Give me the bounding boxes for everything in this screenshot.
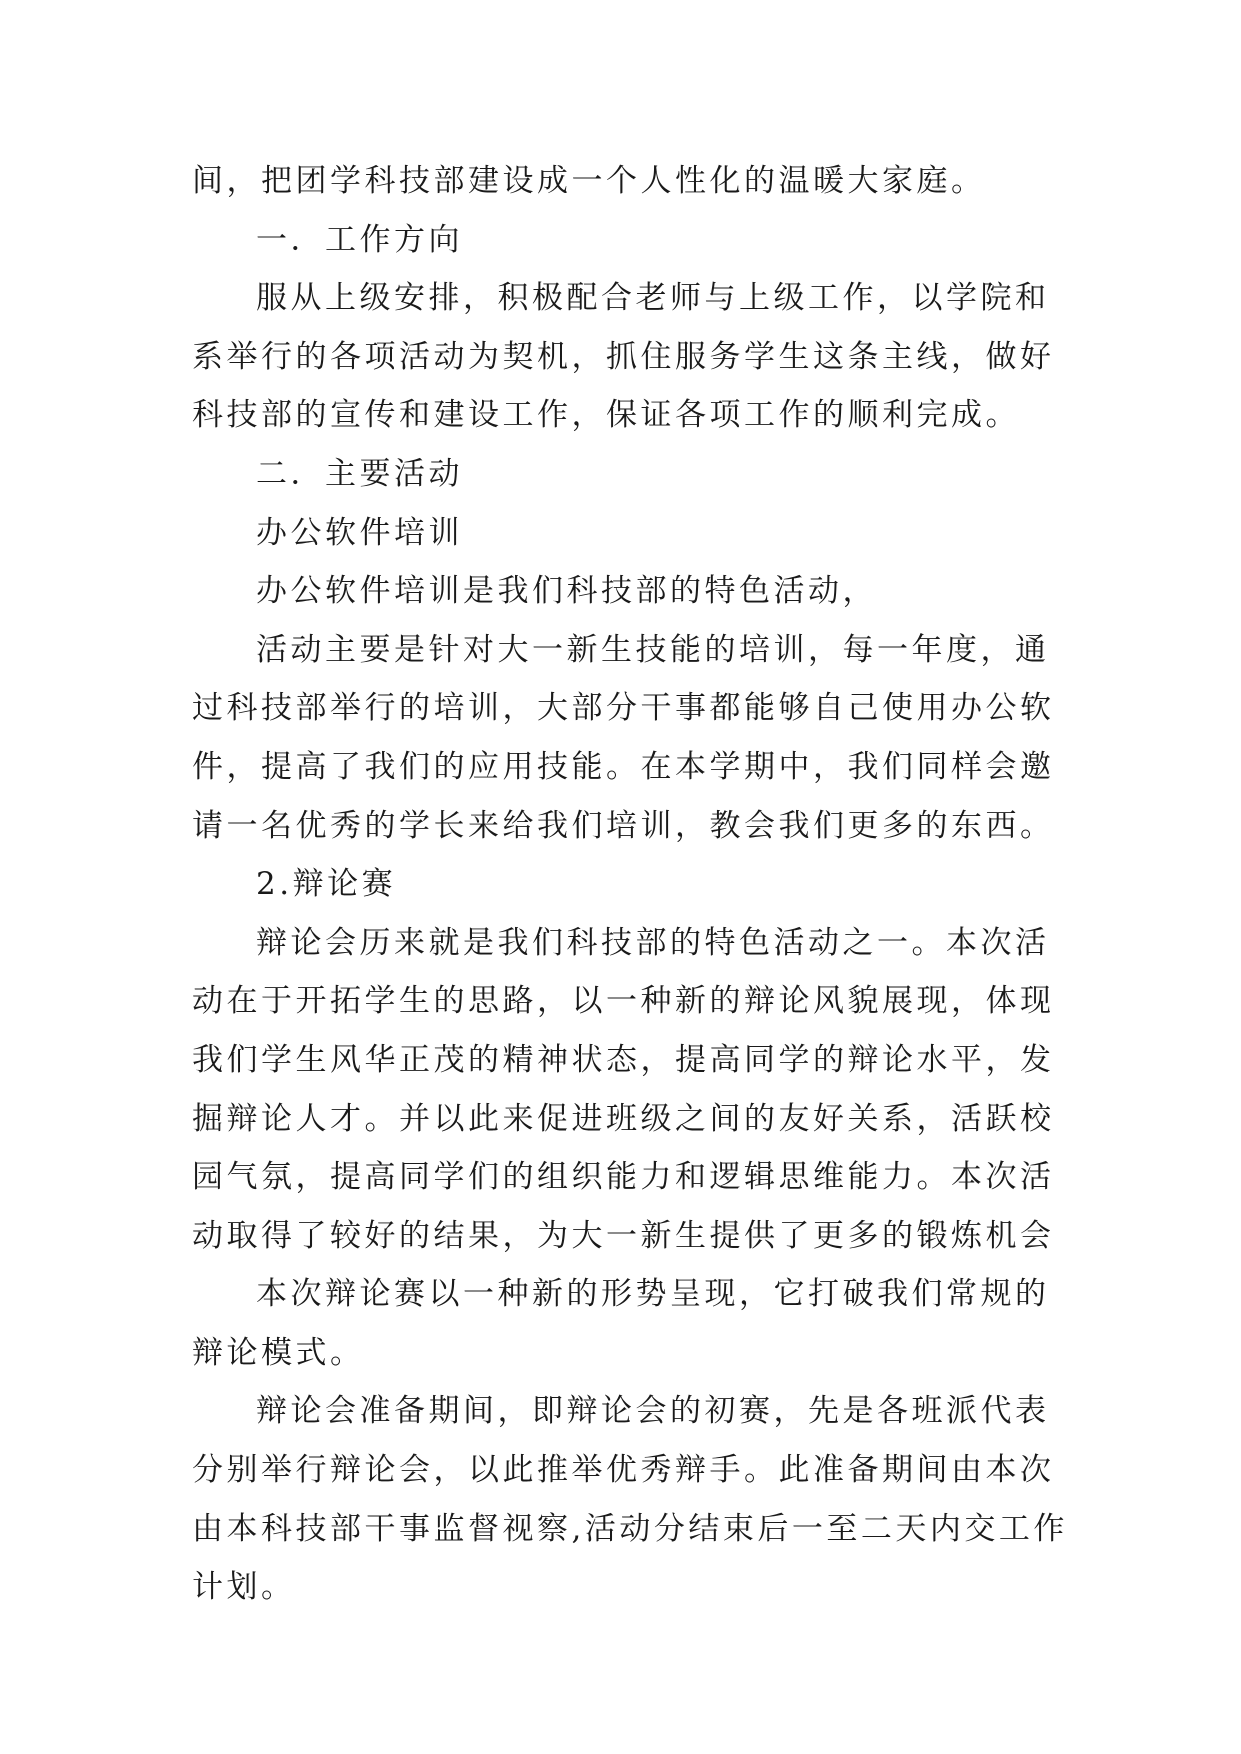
- heading-debate: 2.辩论赛: [256, 866, 397, 903]
- heading-work-direction: 一．工作方向: [256, 221, 463, 258]
- paragraph-work-direction: 服从上级安排，积极配合老师与上级工作，以学院和系举行的各项活动为契机，抓住服务学生这条主线，做好科技部的宣传和建设工作，保证各项工作的顺利完成。: [192, 280, 1055, 434]
- heading-main-activities: 二．主要活动: [256, 455, 463, 492]
- document-body: [192, 152, 1072, 1617]
- paragraph-debate-preparation: 辩论会准备期间，即辩论会的初赛，先是各班派代表分别举行辩论会，以此推举优秀辩手。此准备期间由本次由本科技部干事监督视察,活动分结束后一至二天内交工作计划。: [192, 1393, 1068, 1606]
- paragraph-debate-format: 本次辩论赛以一种新的形势呈现，它打破我们常规的辩论模式。: [192, 1276, 1050, 1371]
- paragraph-debate-intro: 辩论会历来就是我们科技部的特色活动之一。本次活动在于开拓学生的思路，以一种新的辩论风貌展现，体现我们学生风华正茂的精神状态，提高同学的辩论水平，发掘辩论人才。并以此来促进班级之间的友好关系，活跃校园气氛，提高同学们的组织能力和逻辑思维能力。本次活动取得了较好的结果，为大一新生提供了更多的锻炼机会: [192, 924, 1055, 1254]
- paragraph-office-training-intro: 办公软件培训是我们科技部的特色活动，: [256, 573, 877, 610]
- paragraph-office-training-detail: 活动主要是针对大一新生技能的培训，每一年度，通过科技部举行的培训，大部分干事都能够自己使用办公软件，提高了我们的应用技能。在本学期中，我们同样会邀请一名优秀的学长来给我们培训，教会我们更多的东西。: [192, 631, 1055, 844]
- paragraph-continuation: 间，把团学科技部建设成一个人性化的温暖大家庭。: [192, 163, 986, 199]
- heading-office-training: 办公软件培训: [256, 514, 463, 551]
